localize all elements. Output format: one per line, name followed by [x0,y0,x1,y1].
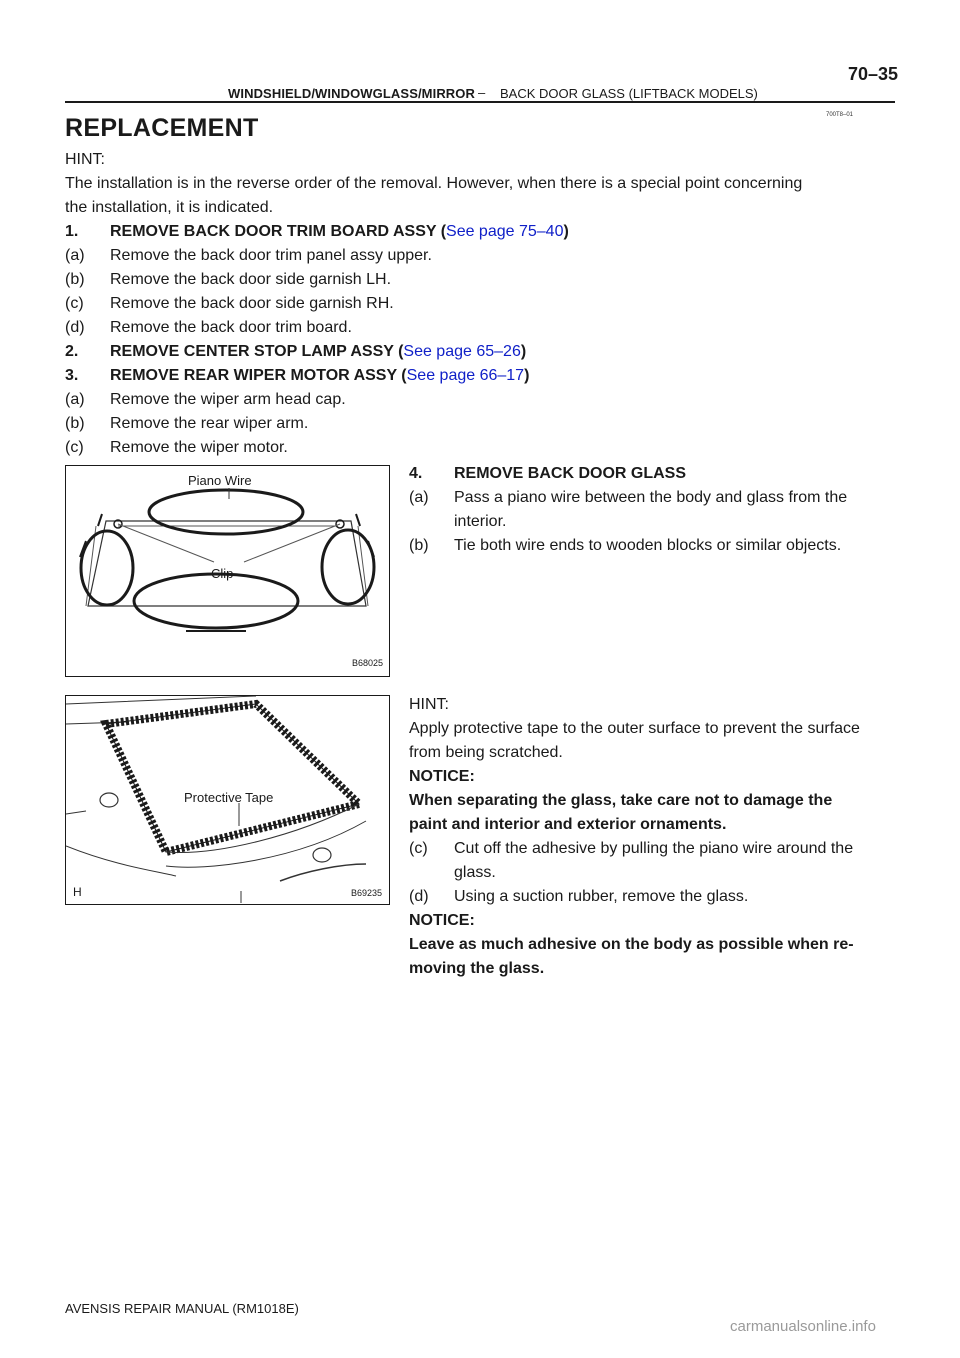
step-4d-num: (d) [409,888,429,905]
wire-ellipse-bottom [134,574,298,628]
hint2-text-1: Apply protective tape to the outer surface to prevent the surface [409,720,860,737]
footer-manual-title: AVENSIS REPAIR MANUAL (RM1018E) [65,1301,299,1316]
step-3b-text: Remove the rear wiper arm. [110,415,309,432]
step-4a-cont: interior. [454,513,507,530]
step-4-text: REMOVE BACK DOOR GLASS [454,465,687,482]
step-3-num: 3. [65,367,79,384]
step-3b [65,412,308,436]
step-1-close: ) [563,223,569,240]
doc-id: 700T8–01 [826,112,854,118]
tape-border [106,704,359,852]
step-1d-num: (d) [65,319,85,336]
step-4d [409,885,748,909]
notice1-label: NOTICE: [409,768,475,785]
lamp-left [100,793,118,807]
notice1-text-2: paint and interior and exterior ornaments. [409,816,727,833]
step-3-close: ) [524,367,530,384]
hint-text-1: The installation is in the reverse order of the removal. However, when there is a special point concerning [65,175,803,192]
step-1d [65,316,352,340]
step-1-num: 1. [65,223,79,240]
figure-protective-tape-drawing [66,696,389,904]
step-4 [409,462,686,486]
page-number: 70–35 [848,64,899,84]
step-3c-text: Remove the wiper motor. [110,439,288,456]
step-2-text: REMOVE CENTER STOP LAMP ASSY ( [110,343,404,360]
step-1c [65,292,394,316]
step-4c-text1: Cut off the adhesive by pulling the piano wire around the [454,840,854,857]
label-clip: Clip [211,566,234,581]
step-3 [65,364,529,388]
step-4c-num: (c) [409,840,428,857]
step-1a-text: Remove the back door trim panel assy upper. [110,247,432,264]
step-3a-text: Remove the wiper arm head cap. [110,391,346,408]
step-4a-num: (a) [409,489,429,506]
hint-label: HINT: [65,151,105,168]
notice1-text-1: When separating the glass, take care not to damage the [409,792,833,809]
step-1b-text: Remove the back door side garnish LH. [110,271,392,288]
step-1-link[interactable]: See page 75–40 [446,223,564,240]
step-3a-num: (a) [65,391,85,408]
step-4b [409,534,841,558]
step-3a [65,388,346,412]
wire-ellipse-left [81,531,133,605]
step-1d-text: Remove the back door trim board. [110,319,352,336]
wire-ellipse-top [149,490,303,534]
body-lines [66,804,366,903]
step-1b-num: (b) [65,271,85,288]
step-1c-text: Remove the back door side garnish RH. [110,295,394,312]
step-1a [65,244,432,268]
section-title: WINDSHIELD/WINDOWGLASS/MIRROR [228,86,475,101]
hint-text-2: the installation, it is indicated. [65,199,274,216]
header-rule [65,101,895,103]
notice2-text-2: moving the glass. [409,960,545,977]
glass-edge [106,704,359,852]
figure-piano-wire-drawing [66,466,389,676]
step-1 [65,220,569,244]
hint2-text-2: from being scratched. [409,744,563,761]
step-2-link[interactable]: See page 65–26 [403,343,521,360]
subsection-title: BACK DOOR GLASS (LIFTBACK MODELS) [500,86,758,101]
step-4c [409,837,853,861]
step-3-link[interactable]: See page 66–17 [406,367,525,384]
step-4-num: 4. [409,465,423,482]
step-4d-text: Using a suction rubber, remove the glass. [454,888,749,905]
step-3c [65,436,288,460]
label-protective-tape: Protective Tape [184,790,274,805]
step-2-num: 2. [65,343,79,360]
figure-1-code: B68025 [352,658,384,668]
lamp-right [313,848,331,862]
step-1-text: REMOVE BACK DOOR TRIM BOARD ASSY ( [110,223,447,240]
notice2-label: NOTICE: [409,912,475,929]
step-4b-text: Tie both wire ends to wooden blocks or similar objects. [454,537,842,554]
step-2-close: ) [520,343,527,360]
step-3c-num: (c) [65,439,84,456]
wire-ellipse-right [322,530,374,604]
step-1c-num: (c) [65,295,84,312]
step-3b-num: (b) [65,415,85,432]
step-4c-cont: glass. [454,864,496,881]
figure-protective-tape [65,695,390,905]
step-3-text: REMOVE REAR WIPER MOTOR ASSY ( [110,367,407,384]
step-1b [65,268,391,292]
step-4b-num: (b) [409,537,429,554]
watermark: carmanualsonline.info [730,1318,876,1335]
hint2-label: HINT: [409,696,449,713]
step-4a-text1: Pass a piano wire between the body and glass from the [454,489,848,506]
corner-mark: H [73,885,82,899]
page-title: REPLACEMENT [65,114,259,142]
figure-2-code: B69235 [351,888,383,898]
label-piano-wire: Piano Wire [188,473,252,488]
step-4a [409,486,847,510]
notice2-text-1: Leave as much adhesive on the body as possible when re- [409,936,854,953]
clip-leader-right [244,524,340,562]
figure-piano-wire [65,465,390,677]
trim-line [280,864,366,881]
step-2 [65,340,526,364]
header-dash: – [478,85,486,100]
step-1a-num: (a) [65,247,85,264]
